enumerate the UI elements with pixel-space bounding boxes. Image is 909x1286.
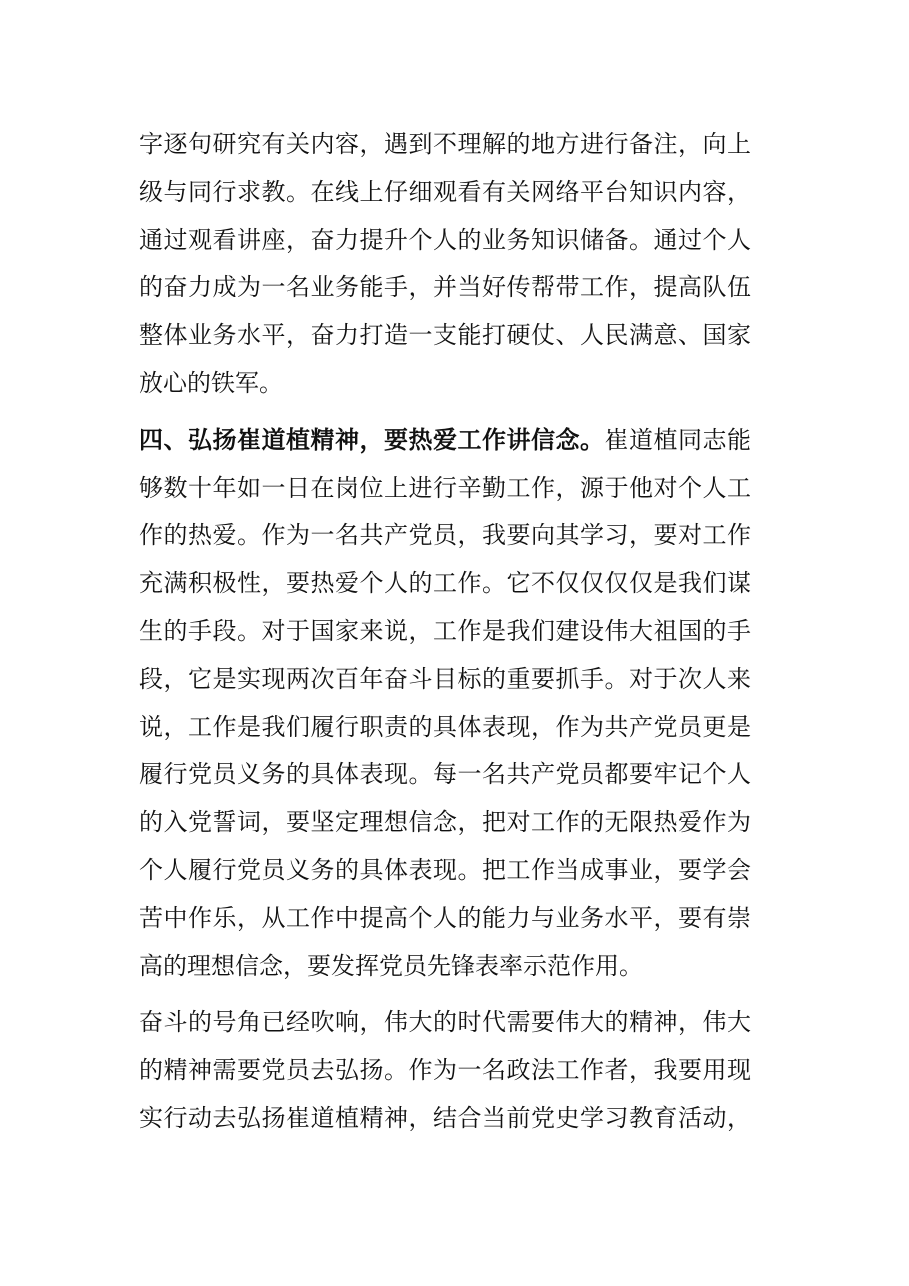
text-line: 字逐句研究有关内容，遇到不理解的地方进行备注，向上 — [139, 130, 751, 158]
text-line: 段，它是实现两次百年奋斗目标的重要抓手。对于次人来 — [139, 664, 751, 693]
text-line: 生的手段。对于国家来说，工作是我们建设伟大祖国的手 — [139, 616, 751, 645]
text-line: 放心的铁军。 — [139, 368, 283, 397]
text-line: 作的热爱。作为一名共产党员，我要向其学习，要对工作 — [139, 521, 751, 550]
text-line: 苦中作乐，从工作中提高个人的能力与业务水平，要有崇 — [139, 903, 751, 932]
section-heading: 四、弘扬崔道植精神，要热爱工作讲信念。 — [139, 425, 605, 454]
text-line: 履行党员义务的具体表现。每一名共产党员都要牢记个人 — [139, 760, 751, 789]
text-line: 整体业务水平，奋力打造一支能打硬仗、人民满意、国家 — [139, 321, 751, 350]
text-line: 充满积极性，要热爱个人的工作。它不仅仅仅仅是我们谋 — [139, 569, 751, 598]
text-line: 通过观看讲座，奋力提升个人的业务知识储备。通过个人 — [139, 225, 751, 254]
paragraph-study — [139, 121, 751, 408]
text-line: 的奋力成为一名业务能手，并当好传帮带工作，提高队伍 — [139, 273, 751, 302]
text-line: 高的理想信念，要发挥党员先锋表率示范作用。 — [139, 951, 643, 980]
paragraph-conclusion — [139, 999, 751, 1142]
text-line: 实行动去弘扬崔道植精神，结合当前党史学习教育活动， — [139, 1103, 751, 1132]
text-line: 的入党誓词，要坚定理想信念，把对工作的无限热爱作为 — [139, 808, 751, 837]
text-line: 级与同行求教。在线上仔细观看有关网络平台知识内容， — [139, 177, 751, 206]
paragraph-section-four — [139, 417, 751, 991]
text-line: 的精神需要党员去弘扬。作为一名政法工作者，我要用现 — [139, 1056, 751, 1085]
heading-line — [139, 417, 751, 465]
text-line: 说，工作是我们履行职责的具体表现，作为共产党员更是 — [139, 712, 751, 741]
document-body — [139, 121, 751, 1152]
text-line: 个人履行党员义务的具体表现。把工作当成事业，要学会 — [139, 855, 751, 884]
heading-line-rest: 崔道植同志能 — [604, 425, 751, 454]
text-line: 够数十年如一日在岗位上进行辛勤工作，源于他对个人工 — [139, 473, 751, 502]
text-line: 奋斗的号角已经吹响，伟大的时代需要伟大的精神，伟大 — [139, 1008, 751, 1037]
